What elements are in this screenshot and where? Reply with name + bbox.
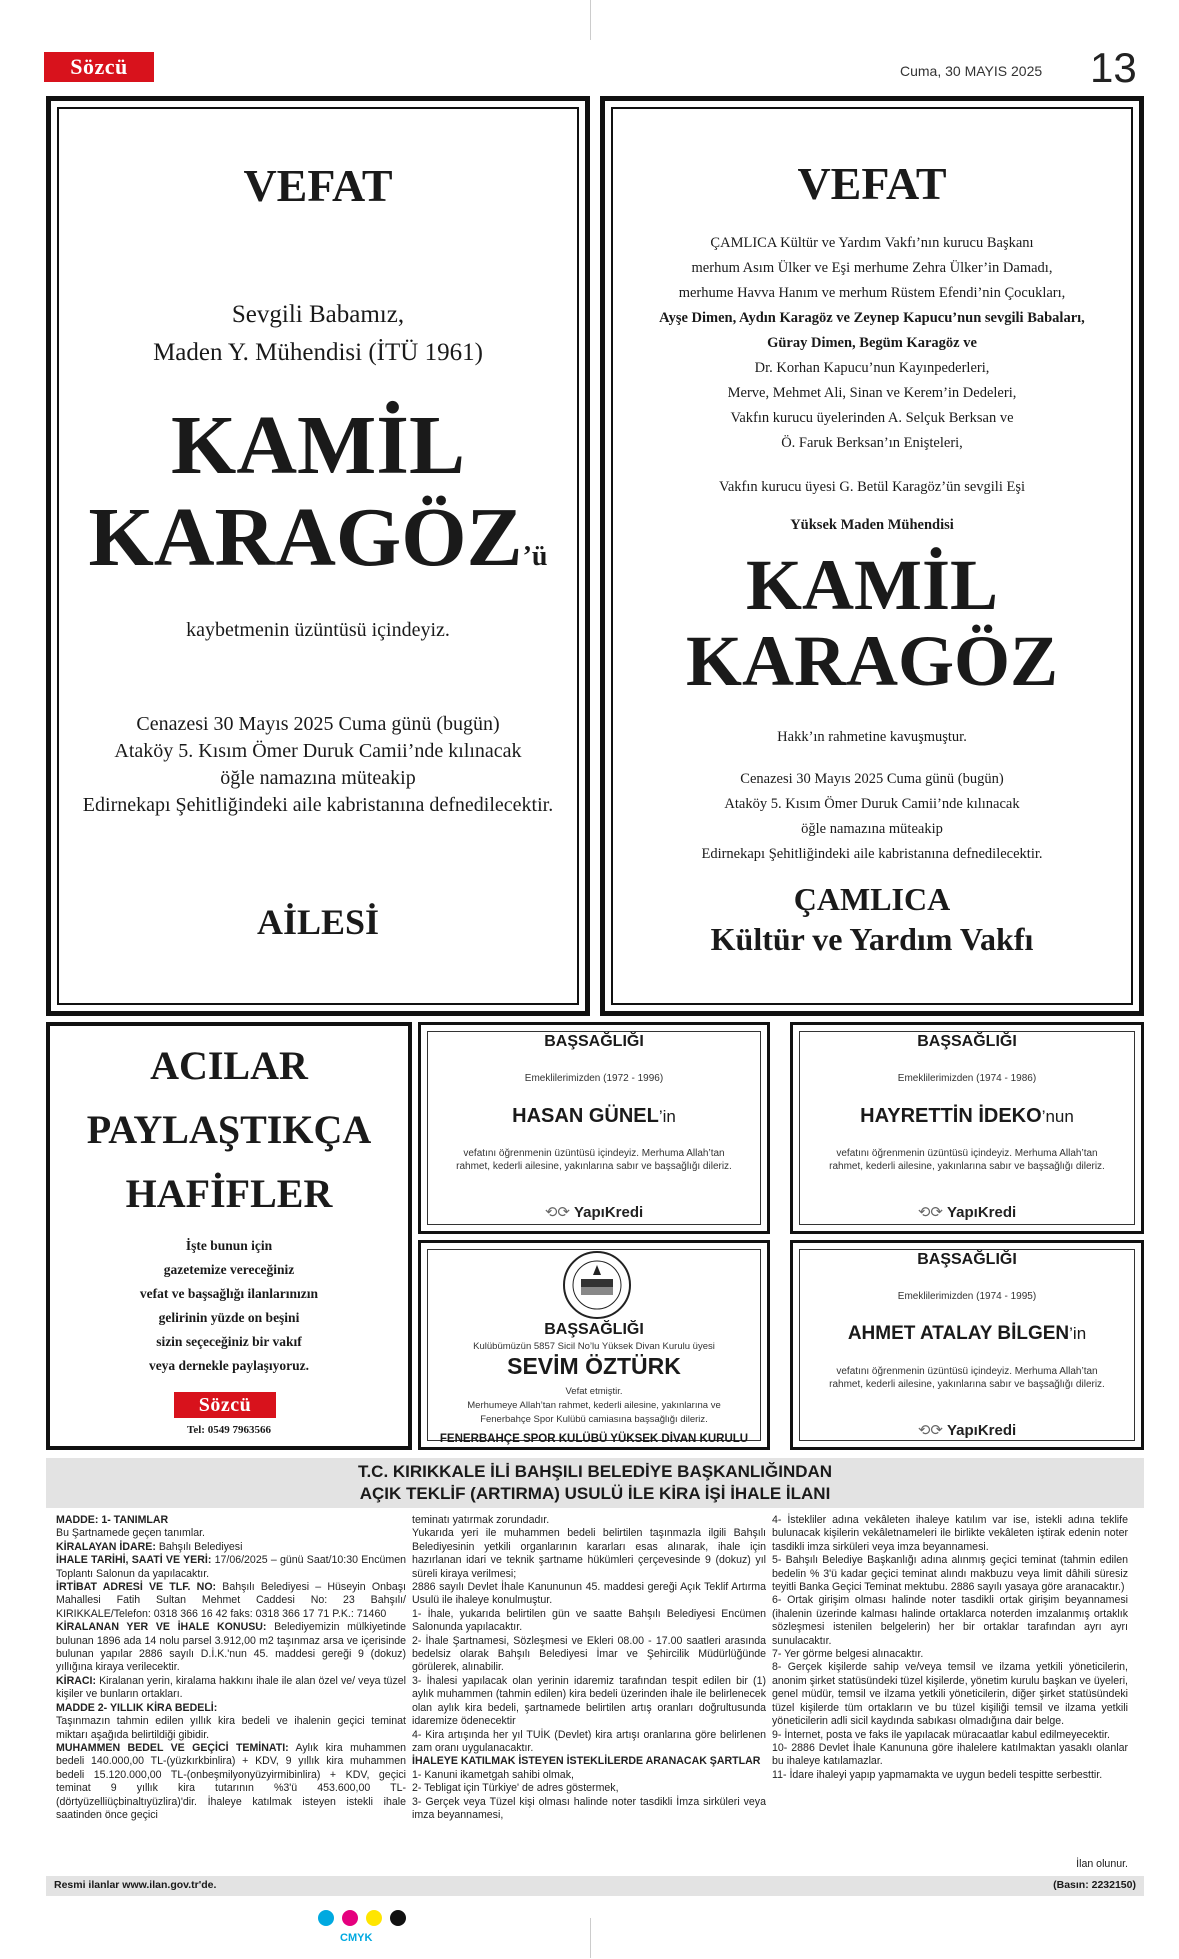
yapikredi-mark-icon: ⟲⟳ bbox=[917, 1421, 943, 1439]
tender-column-3 bbox=[772, 1514, 1128, 1782]
paragraph-text: 3- İhalesi yapılacak olan yerinin idaremiz tarafından tespit edilen bir (1) aylık muhammen (tahmin edilen) kira bedeli üzerinden ihale ile belirlenecek olan aylık kira bedeli, şartnamede belirtilen artış oranları doğrultusunda idaremize ödenecektir bbox=[412, 1674, 766, 1728]
deceased-name-first: KAMİL bbox=[746, 545, 998, 625]
paragraph-text: 6- Ortak girişim olması halinde noter tasdikli ortak girişim beyannamesi (ihalenin üzerinde kalması halinde ortaklarca noterden imzalanmış ortaklık sözleşmesi istenilen belgelerin) her bir ortaklar tarafından ayrı ayrı sunulacaktır. bbox=[772, 1594, 1128, 1647]
tender-paragraph bbox=[772, 1514, 1128, 1554]
funeral-line: Cenazesi 30 Mayıs 2025 Cuma günü (bugün) bbox=[740, 771, 1004, 787]
paragraph-text: 2- Tebligat için Türkiye' de adres göstermek, bbox=[412, 1782, 619, 1795]
paragraph-text: teminatı yatırmak zorundadır. bbox=[412, 1514, 550, 1526]
paragraph-text: Yukarıda yeri ile muhammen bedeli belirtilen taşınmazla ilgili Bahşılı Belediyesinin yetkili organlarının kararları esas alınarak, ihale için hazırlanan idari ve teknik şartname hükümleri çerçevesinde 9 (dokuz) yıl süreli kiraya verilmesi; bbox=[412, 1527, 766, 1580]
paragraph-text: 1- İhale, yukarıda belirtilen gün ve saatte Bahşılı Belediyesi Encümen Salonunda yapılacaktır. bbox=[412, 1607, 766, 1634]
promo-box bbox=[46, 1022, 412, 1450]
relative-line: merhume Havva Hanım ve merhum Rüstem Efendi’nin Çocukları, bbox=[678, 285, 1066, 301]
message-line: Fenerbahçe Spor Kulübü camiasına başsağlığı dileriz. bbox=[480, 1414, 708, 1425]
obituary-ad-right bbox=[600, 96, 1144, 1016]
condolence-card bbox=[418, 1022, 770, 1234]
tender-title-line-1: T.C. KIRIKKALE İLİ BAHŞILI BELEDİYE BAŞKANLIĞINDAN bbox=[357, 1462, 833, 1481]
relatives-list bbox=[605, 231, 1139, 456]
yapikredi-logo bbox=[421, 1203, 767, 1221]
relative-line: merhum Asım Ülker ve Eşi merhume Zehra Ülker’in Damadı, bbox=[691, 260, 1053, 276]
paragraph-text: 8- Gerçek kişilerde sahip ve/veya temsil ve ilzama yetkili yöneticilerin, anonim şirket statüsündeki tüzel kişilerde, yönetim kurulu başkan ve üyeleri, genel müdür, temsil ve ilzama yetkili yöneticilerin, diğer şirket statüsündeki tüzel kişilerde tüm ortakların ve bu tüzel kişiliği temsil ve ilzama yetkili yöneticilerin adli sicil kaydında sabıkası olmadığına dair belge. bbox=[772, 1661, 1128, 1728]
promo-title-line: ACILAR bbox=[150, 1043, 308, 1088]
funeral-line: öğle namazına müteakip bbox=[220, 767, 416, 789]
condolence-heading: BAŞSAĞLIĞI bbox=[544, 1321, 644, 1338]
page-number: 13 bbox=[1090, 44, 1137, 91]
vefat-heading: VEFAT bbox=[243, 160, 393, 211]
promo-title-line: HAFİFLER bbox=[125, 1171, 333, 1216]
magenta-dot bbox=[342, 1910, 358, 1926]
tender-paragraph bbox=[56, 1554, 406, 1581]
fenerbahce-emblem-icon bbox=[561, 1249, 633, 1321]
logo-text: Sözcü bbox=[198, 1393, 252, 1416]
tender-footer-bar bbox=[46, 1876, 1144, 1896]
tender-paragraph bbox=[772, 1594, 1128, 1648]
surname-text: KARAGÖZ bbox=[88, 491, 523, 584]
tender-closing: İlan olunur. bbox=[1076, 1858, 1128, 1870]
crop-mark bbox=[590, 1918, 591, 1958]
obituary-ad-left bbox=[46, 96, 590, 1016]
paragraph-text: 17/06/2025 – günü Saat/10:30 Encümen Toplantı Salonun da yapılacaktır. bbox=[56, 1554, 406, 1580]
funeral-line: öğle namazına müteakip bbox=[801, 821, 943, 837]
paragraph-text: 3- Gerçek veya Tüzel kişi olması halinde noter tasdikli İmza sirküleri veya imza beyannamesi, bbox=[412, 1795, 766, 1821]
logo-text: Sözcü bbox=[70, 54, 128, 79]
funeral-line: Edirnekapı Şehitliğindeki aile kabristanına defnedilecektir. bbox=[82, 794, 554, 816]
tender-paragraph bbox=[56, 1715, 406, 1742]
paragraph-heading: İHALEYE KATILMAK İSTEYEN İSTEKLİLERDE ARANACAK ŞARTLAR bbox=[412, 1755, 761, 1768]
name-suffix: ’nun bbox=[1041, 1107, 1074, 1126]
paragraph-heading: KİRALAYAN İDARE: bbox=[56, 1540, 156, 1553]
message-line: Merhumeye Allah’tan rahmet, kederli ailesine, yakınlarına ve bbox=[467, 1400, 721, 1411]
deceased-name-first: KAMİL bbox=[171, 399, 465, 492]
member-subtitle: Kulübümüzün 5857 Sicil No’lu Yüksek Divan Kurulu üyesi bbox=[473, 1341, 715, 1352]
emblem-year bbox=[624, 1253, 634, 1258]
condolence-subtitle: Emeklilerimizden (1972 - 1996) bbox=[524, 1073, 664, 1084]
tender-paragraph bbox=[412, 1514, 766, 1527]
promo-title-line: PAYLAŞTIKÇA bbox=[86, 1107, 372, 1152]
relative-line: Ayşe Dimen, Aydın Karagöz ve Zeynep Kapucu’nun sevgili Babaları, bbox=[659, 310, 1085, 326]
condolence-name bbox=[793, 1323, 1141, 1345]
crop-mark bbox=[590, 0, 591, 40]
emblem-caption bbox=[421, 1253, 767, 1258]
paragraph-heading: MUHAMMEN BEDEL VE GEÇİCİ TEMİNATI: bbox=[56, 1741, 289, 1754]
paragraph-heading: İRTİBAT ADRESİ VE TLF. NO: bbox=[56, 1581, 217, 1594]
sponsor-text: YapıKredi bbox=[573, 1203, 644, 1221]
condolence-message: kaybetmenin üzüntüsü içindeyiz. bbox=[186, 619, 450, 641]
sozcu-logo bbox=[44, 52, 154, 82]
tender-paragraph bbox=[56, 1541, 406, 1554]
paragraph-heading: İHALE TARİHİ, SAATİ VE YERİ: bbox=[56, 1554, 212, 1567]
tender-paragraph bbox=[412, 1729, 766, 1756]
condolence-heading: BAŞSAĞLIĞI bbox=[907, 1033, 1027, 1051]
tender-column-2 bbox=[412, 1514, 766, 1822]
signature-foundation-sub: Kültür ve Yardım Vakfı bbox=[710, 921, 1034, 957]
yellow-dot bbox=[366, 1910, 382, 1926]
paragraph-text: 9- İnternet, posta ve faks ile yapılacak müracaatlar kabul edilmeyecektir. bbox=[772, 1728, 1110, 1741]
condolence-heading: BAŞSAĞLIĞI bbox=[534, 1033, 654, 1051]
intro-line-1: Sevgili Babamız, bbox=[231, 301, 405, 328]
condolence-card bbox=[790, 1240, 1144, 1450]
message-line: Vefat etmiştir. bbox=[565, 1386, 623, 1397]
promo-body-line: gelirinin yüzde on beşini bbox=[158, 1310, 300, 1325]
promo-body-line: sizin seçeceğiniz bir vakıf bbox=[156, 1334, 302, 1349]
tender-column-1 bbox=[56, 1514, 406, 1822]
paragraph-heading: KİRALANAN YER VE İHALE KONUSU: bbox=[56, 1621, 267, 1634]
promo-title bbox=[50, 1034, 408, 1226]
yapikredi-logo bbox=[793, 1421, 1141, 1439]
tender-paragraph bbox=[56, 1742, 406, 1822]
tender-paragraph bbox=[412, 1608, 766, 1635]
tender-notice bbox=[46, 1458, 1144, 1898]
sozcu-logo bbox=[174, 1392, 276, 1418]
tender-paragraph bbox=[412, 1769, 766, 1782]
paragraph-heading: MADDE: 1- TANIMLAR bbox=[56, 1514, 169, 1526]
relative-line: Vakfın kurucu üyelerinden A. Selçuk Berksan ve bbox=[730, 410, 1014, 426]
paragraph-heading: MADDE 2- YILLIK KİRA BEDELİ: bbox=[56, 1701, 218, 1714]
funeral-info bbox=[51, 711, 585, 819]
tender-paragraph bbox=[772, 1742, 1128, 1769]
paragraph-text: 2- İhale Şartnamesi, Sözleşmesi ve Ekleri 08.00 - 17.00 saatleri arasında bedelsiz olarak Bahşılı Belediyesi İmar ve Şehircilik Müdürlüğünde görülerek, alınabilir. bbox=[412, 1634, 766, 1674]
tender-paragraph bbox=[56, 1702, 406, 1715]
paragraph-text: Bu Şartnamede geçen tanımlar. bbox=[56, 1527, 205, 1540]
funeral-line: Ataköy 5. Kısım Ömer Duruk Camii’nde kılınacak bbox=[724, 796, 1020, 812]
condolence-name bbox=[421, 1105, 767, 1128]
tender-paragraph bbox=[412, 1782, 766, 1795]
deceased-name-last: KARAGÖZ bbox=[685, 621, 1059, 701]
paragraph-text: Kiralanan yerin, kiralama hakkını ihale ile alan özel ve/ veya tüzel kişiler ve bunların ortakları. bbox=[56, 1674, 406, 1701]
condolence-message: vefatını öğrenmenin üzüntüsü içindeyiz. Merhuma Allah’tan rahmet, kederli ailesine, yakınlarına sabır ve başsağlığı dileriz. bbox=[829, 1366, 1105, 1390]
tender-paragraph bbox=[412, 1796, 766, 1823]
issue-date: Cuma, 30 MAYIS 2025 bbox=[900, 63, 1043, 79]
tender-title-line-2: AÇIK TEKLİF (ARTIRMA) USULÜ İLE KİRA İŞİ İHALE İLANI bbox=[359, 1484, 831, 1503]
cmyk-label: CMYK bbox=[340, 1932, 373, 1944]
paragraph-text: Belediyemizin mülkiyetinde bulunan 1896 ada 14 nolu parsel 3.912,00 m2 taşınmaz arsa ve içerisinde bulunan yapılar 2886 sayılı D.İ.K.'nun 45. maddesi gereği 9 (dokuz) yıllığına kiraya verilecektir. bbox=[56, 1621, 406, 1674]
condolence-subtitle: Emeklilerimizden (1974 - 1986) bbox=[897, 1073, 1037, 1084]
tender-paragraph bbox=[772, 1648, 1128, 1661]
emblem-text bbox=[554, 1253, 623, 1258]
condolence-heading: BAŞSAĞLIĞI bbox=[907, 1251, 1027, 1269]
cyan-dot bbox=[318, 1910, 334, 1926]
paragraph-text: Taşınmazın tahmin edilen yıllık kira bedeli ve ihalenin geçici teminat miktarı aşağıda belirtildiği gibidir. bbox=[56, 1715, 406, 1741]
sponsor-text: YapıKredi bbox=[946, 1203, 1017, 1221]
promo-body-line: veya dernekle paylaşıyoruz. bbox=[148, 1358, 310, 1373]
signature-family: AİLESİ bbox=[256, 902, 380, 942]
intro-line-2: Maden Y. Mühendisi (İTÜ 1961) bbox=[153, 339, 483, 366]
condolence-message: vefatını öğrenmenin üzüntüsü içindeyiz. Merhuma Allah’tan rahmet, kederli ailesine, yakınlarına sabır ve başsağlığı dileriz. bbox=[456, 1148, 732, 1172]
tender-paragraph bbox=[412, 1527, 766, 1581]
paragraph-text: 4- İstekliler adına vekâleten ihaleye katılım var ise, istekli adına teklife bulunacak kişilerin vekâletnameleri ile birlikte vekâleten iştirak edenin noter tasdikli imza sirküleri veya imza beyannamesi. bbox=[772, 1514, 1128, 1553]
paragraph-text: 7- Yer görme belgesi alınacaktır. bbox=[772, 1648, 924, 1661]
color-registration-marks bbox=[316, 1910, 416, 1950]
paragraph-text: 2886 sayılı Devlet İhale Kanununun 45. maddesi gereği Açık Teklif Artırma Usulü ile ihaleye konulmuştur. bbox=[412, 1581, 766, 1607]
paragraph-text: Bahşılı Belediyesi – Hüseyin Onbaşı Mahallesi Fatih Sultan Mehmet Caddesi No: 23 Bahşılı/ KIRIKKALE/Telefon: 0318 366 16 42 faks: 0318 366 17 71 P.K.: 71460 bbox=[56, 1581, 406, 1620]
funeral-line: Ataköy 5. Kısım Ömer Duruk Camii’nde kılınacak bbox=[114, 740, 522, 762]
name-text: HAYRETTİN İDEKO bbox=[860, 1105, 1042, 1127]
tender-footer-left: Resmi ilanlar www.ilan.gov.tr'de. bbox=[54, 1879, 217, 1891]
surname-suffix: ’ü bbox=[522, 541, 548, 572]
black-dot bbox=[390, 1910, 406, 1926]
name-text: AHMET ATALAY BİLGEN bbox=[847, 1323, 1070, 1344]
condolence-subtitle: Emeklilerimizden (1974 - 1995) bbox=[897, 1291, 1037, 1302]
paragraph-text: 10- 2886 Devlet İhale Kanununa göre ihalelere katılmaktan yasaklı olanlar bu ihaleye katılamazlar. bbox=[772, 1741, 1128, 1768]
relative-line: Merve, Mehmet Ali, Sinan ve Kerem’in Dedeleri, bbox=[727, 385, 1017, 401]
deceased-name: SEVİM ÖZTÜRK bbox=[507, 1353, 681, 1379]
tender-paragraph bbox=[56, 1675, 406, 1702]
promo-body-line: vefat ve başsağlığı ilanlarınızın bbox=[139, 1286, 319, 1301]
name-text: HASAN GÜNEL bbox=[512, 1105, 659, 1127]
fenerbahce-footer: FENERBAHÇE SPOR KULÜBÜ YÜKSEK DİVAN KURULU bbox=[439, 1433, 749, 1445]
vefat-heading: VEFAT bbox=[797, 158, 947, 209]
yapikredi-logo bbox=[793, 1203, 1141, 1221]
condolence-message: vefatını öğrenmenin üzüntüsü içindeyiz. Merhuma Allah’tan rahmet, kederli ailesine, yakınlarına sabır ve başsağlığı dileriz. bbox=[829, 1148, 1105, 1172]
tender-paragraph bbox=[772, 1769, 1128, 1782]
title-line: Yüksek Maden Mühendisi bbox=[790, 517, 954, 533]
tender-paragraph bbox=[412, 1581, 766, 1608]
relative-line: ÇAMLICA Kültür ve Yardım Vakfı’nın kurucu Başkanı bbox=[710, 235, 1034, 251]
paragraph-text: Aylık kira muhammen bedeli 140.000,00 TL-(yüzkırkbinlira) + KDV, 9 yıllık kira muhammen bedeli 15.120.000,00 TL-(onbeşmilyonyüzyirmibinlira) + KDV, geçici teminat 9 yıllık kira tutarının %3'ü 453.600,00 TL-(dörtyüzelliüçbinaltıyüzlira)'dir. İhaleye katılmak isteyen istekli ihale saatinden önce geçici bbox=[56, 1741, 407, 1821]
spouse-line: Vakfın kurucu üyesi G. Betül Karagöz’ün sevgili Eşi bbox=[718, 479, 1026, 495]
signature-foundation-name: ÇAMLICA bbox=[793, 881, 951, 917]
paragraph-text: 1- Kanuni ikametgah sahibi olmak, bbox=[412, 1768, 574, 1781]
tender-paragraph bbox=[56, 1581, 406, 1621]
condolence-card bbox=[790, 1022, 1144, 1234]
tender-paragraph bbox=[412, 1635, 766, 1675]
tender-paragraph bbox=[772, 1554, 1128, 1594]
funeral-info bbox=[605, 767, 1139, 867]
passed-line: Hakk’ın rahmetine kavuşmuştur. bbox=[777, 729, 967, 745]
tender-paragraph bbox=[772, 1729, 1128, 1742]
paragraph-text: Bahşılı Belediyesi bbox=[155, 1540, 243, 1553]
tender-paragraph bbox=[412, 1675, 766, 1729]
promo-body bbox=[50, 1234, 408, 1378]
tender-paragraph bbox=[56, 1514, 406, 1527]
tender-footer-right: (Basın: 2232150) bbox=[1053, 1879, 1136, 1891]
relative-line: Ö. Faruk Berksan’ın Enişteleri, bbox=[781, 435, 963, 451]
promo-body-line: İşte bunun için bbox=[185, 1238, 273, 1253]
paragraph-text: 4- Kira artışında her yıl TUİK (Devlet) kira artışı oranlarına göre belirlenen zam oranı uygulanacaktır. bbox=[412, 1728, 766, 1754]
promo-body-line: gazetemize vereceğiniz bbox=[163, 1262, 295, 1277]
relative-line: Dr. Korhan Kapucu’nun Kayınpederleri, bbox=[754, 360, 990, 376]
tender-paragraph bbox=[56, 1621, 406, 1675]
tender-title-bar bbox=[46, 1458, 1144, 1508]
condolence-message bbox=[421, 1385, 767, 1427]
relative-line: Güray Dimen, Begüm Karagöz ve bbox=[767, 335, 977, 351]
sponsor-text: YapıKredi bbox=[946, 1421, 1017, 1439]
yapikredi-mark-icon: ⟲⟳ bbox=[917, 1203, 943, 1221]
name-suffix: ’in bbox=[1069, 1324, 1087, 1343]
deceased-name-last bbox=[51, 493, 585, 602]
fenerbahce-condolence-card bbox=[418, 1240, 770, 1450]
funeral-line: Edirnekapı Şehitliğindeki aile kabristanına defnedilecektir. bbox=[701, 846, 1043, 862]
promo-phone: Tel: 0549 7963566 bbox=[187, 1424, 271, 1436]
tender-paragraph bbox=[772, 1661, 1128, 1728]
name-suffix: ’in bbox=[658, 1107, 676, 1126]
tender-paragraph bbox=[412, 1755, 766, 1768]
paragraph-text: 11- İdare ihaleyi yapıp yapmamakta ve uygun bedeli tespitte serbesttir. bbox=[772, 1768, 1103, 1781]
yapikredi-mark-icon: ⟲⟳ bbox=[544, 1203, 570, 1221]
paragraph-heading: KİRACI: bbox=[56, 1674, 97, 1687]
condolence-name bbox=[793, 1105, 1141, 1128]
paragraph-text: 5- Bahşılı Belediye Başkanlığı adına alınmış geçici teminat (tahmin edilen bedelin % 3'ü kadar geçici teminat alındı makbuzu veya limit dâhili süresiz teyitli Banka Geçici Teminat mektubu. 2886 sayılı yasaya göre aranacaktır.) bbox=[772, 1554, 1128, 1594]
funeral-line: Cenazesi 30 Mayıs 2025 Cuma günü (bugün) bbox=[136, 713, 500, 735]
tender-paragraph bbox=[56, 1527, 406, 1540]
